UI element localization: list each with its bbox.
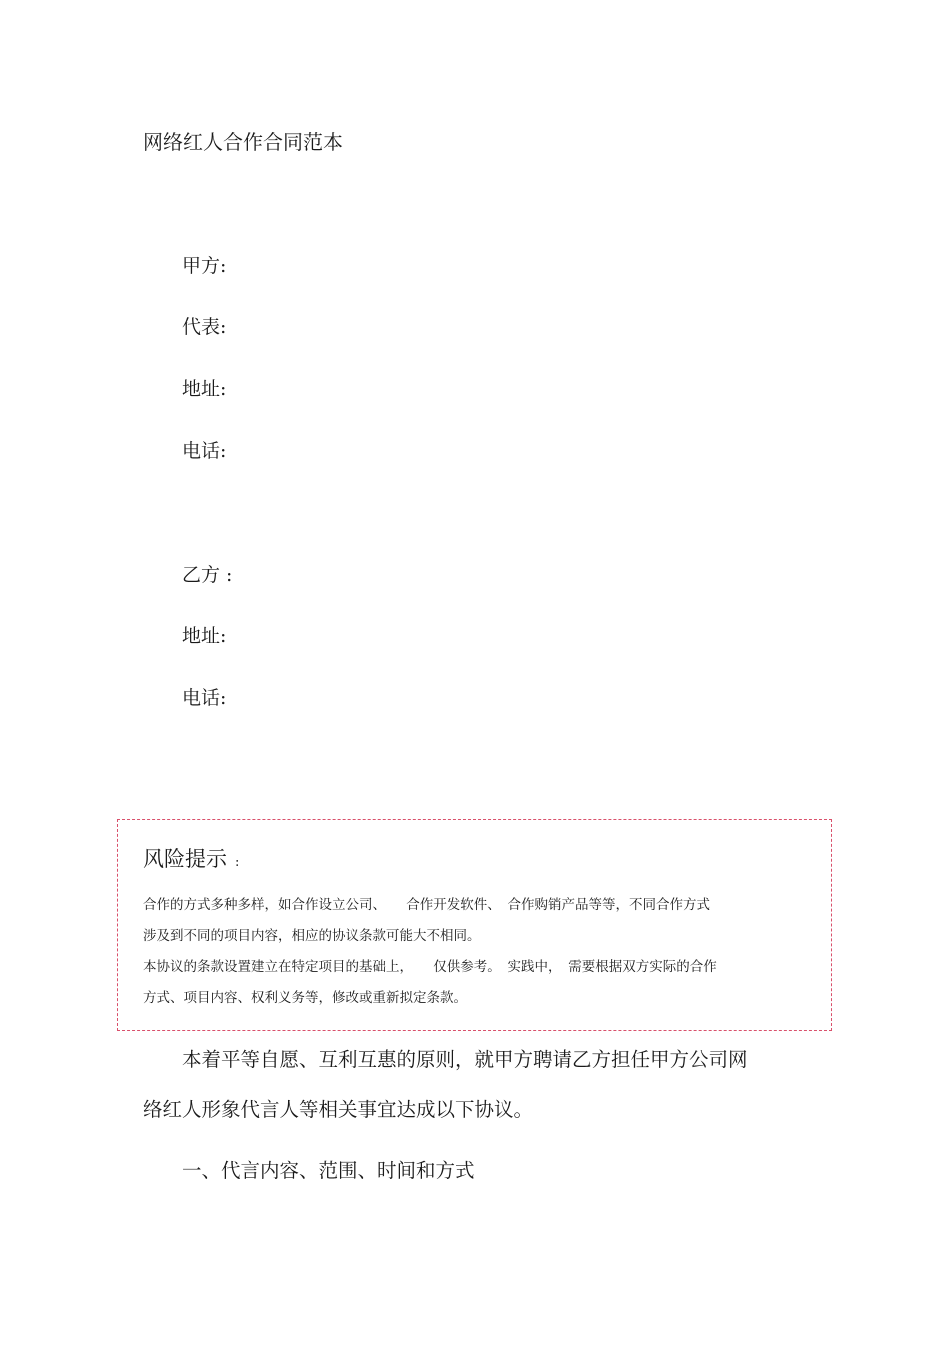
risk-notice-line: 合作的方式多种多样，如合作设立公司、 合作开发软件、 合作购销产品等等，不同合作方式: [143, 897, 710, 913]
risk-notice-line: 本协议的条款设置建立在特定项目的基础上， 仅供参考。 实践中， 需要根据双方实际的合作: [143, 959, 717, 975]
document-title: 网络红人合作合同范本: [143, 130, 343, 154]
party-a-phone-label: 电话:: [182, 440, 227, 462]
intro-paragraph-line-2: 络红人形象代言人等相关事宜达成以下协议。: [143, 1098, 534, 1121]
risk-notice-line: 方式、项目内容、权利义务等，修改或重新拟定条款。: [143, 990, 467, 1006]
party-b-name-label: 乙方 :: [182, 564, 233, 586]
risk-notice-title: [143, 845, 239, 877]
party-b-phone-label: 电话:: [182, 687, 227, 709]
section-1-heading: 一、代言内容、范围、时间和方式: [182, 1159, 475, 1182]
party-a-name-label: 甲方:: [182, 255, 227, 277]
party-a-address-label: 地址:: [182, 378, 227, 400]
risk-notice-line: 涉及到不同的项目内容，相应的协议条款可能大不相同。: [143, 928, 481, 944]
party-b-address-label: 地址:: [182, 625, 227, 647]
intro-paragraph-line-1: 本着平等自愿、互利互惠的原则，就甲方聘请乙方担任甲方公司网: [182, 1048, 748, 1071]
risk-notice-title-text: 风险提示: [143, 847, 227, 871]
risk-notice-title-colon: :: [235, 855, 240, 870]
party-a-representative-label: 代表:: [182, 316, 227, 338]
